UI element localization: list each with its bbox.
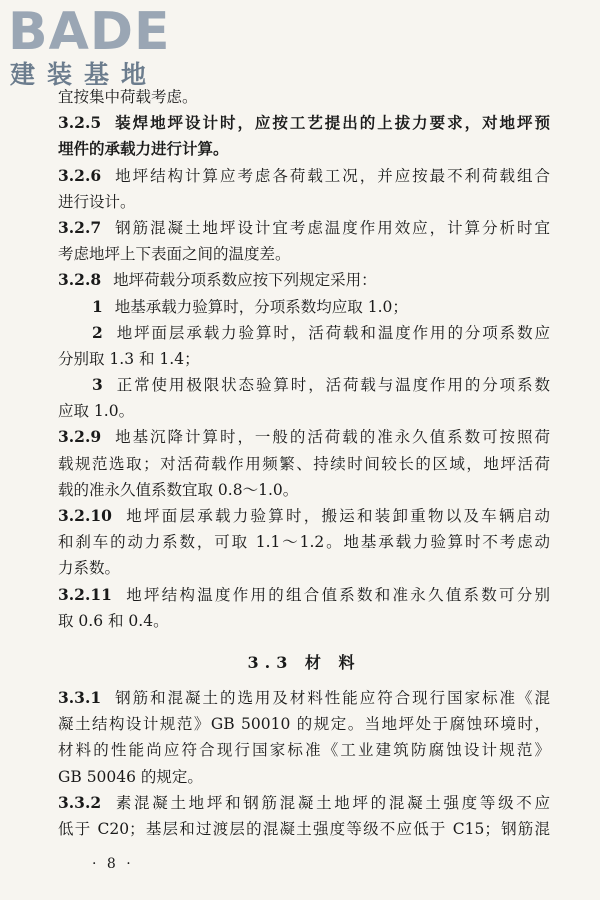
item-2: [58, 320, 550, 346]
clause-number: 3.2.11: [58, 584, 112, 604]
text-line: 载的准永久值系数宜取 0.8～1.0。: [58, 480, 299, 499]
clause-3-2-10: [58, 503, 550, 529]
clause-number: 3.2.7: [58, 217, 102, 237]
clause-text: 装焊地坪设计时，应按工艺提出的上拔力要求，对地坪预: [113, 113, 550, 133]
clause-3-3-1: [58, 685, 550, 711]
text-line: 取 0.6 和 0.4。: [58, 611, 169, 630]
text-line: 力系数。: [58, 559, 121, 578]
clause-text: 地坪结构计算应考虑各荷载工况，并应按最不利荷载组合: [113, 166, 550, 185]
logo-latin-text: BADE: [8, 2, 171, 62]
text-line: 分别取 1.3 和 1.4；: [58, 349, 200, 368]
clause-text: 素混凝土地坪和钢筋混凝土地坪的混凝土强度等级不应: [113, 793, 550, 812]
clause-text: 地坪荷载分项系数应按下列规定采用：: [113, 271, 377, 290]
text-line: 载规范选取；对活荷载作用频繁、持续时间较长的区域，地坪活荷: [58, 454, 550, 473]
clause-number: 3.2.6: [58, 165, 102, 185]
document-body: [58, 84, 550, 842]
text-line: 材料的性能尚应符合现行国家标准《工业建筑防腐蚀设计规范》: [58, 741, 550, 760]
text-line: 宜按集中荷载考虑。: [58, 88, 198, 106]
clause-number: 3.2.5: [58, 113, 102, 133]
clause-number: 3.2.10: [58, 506, 112, 525]
clause-text: 钢筋混凝土地坪设计宜考虑温度作用效应，计算分析时宜: [113, 218, 550, 237]
clause-number: 3.3.1: [58, 687, 102, 707]
item-3: [58, 372, 550, 398]
clause-number: 3.2.9: [58, 427, 102, 447]
item-text: 地基承载力验算时，分项系数均应取 1.0；: [114, 297, 408, 316]
text-line: 和刹车的动力系数，可取 1.1～1.2。地基承载力验算时不考虑动: [58, 533, 550, 552]
section-heading: 3.3 材 料: [247, 652, 361, 672]
item-number: 2: [92, 322, 103, 342]
clause-3-2-7: [58, 215, 550, 241]
text-line: 凝土结构设计规范》GB 50010 的规定。当地坪处于腐蚀环境时，: [58, 715, 550, 734]
clause-3-2-11: [58, 582, 550, 608]
text-line: 埋件的承载力进行计算。: [58, 139, 229, 159]
clause-3-3-2: [58, 790, 550, 816]
text-line: 应取 1.0。: [58, 402, 135, 421]
page-number: · 8 ·: [92, 856, 134, 872]
text-line: GB 50046 的规定。: [58, 767, 203, 786]
item-text: 地坪面层承载力验算时，活荷载和温度作用的分项系数应: [114, 323, 550, 342]
clause-text: 钢筋和混凝土的选用及材料性能应符合现行国家标准《混: [113, 688, 550, 707]
clause-3-2-8: [58, 267, 550, 293]
text-line: 低于 C20；基层和过渡层的混凝土强度等级不应低于 C15；钢筋混: [58, 819, 550, 838]
item-number: 3: [92, 375, 103, 395]
clause-3-2-9: [58, 424, 550, 450]
clause-text: 地基沉降计算时，一般的活荷载的准永久值系数可按照荷: [113, 428, 550, 447]
item-1: [58, 294, 550, 320]
bade-logo: [8, 4, 183, 94]
item-number: 1: [92, 296, 103, 316]
text-line: 进行设计。: [58, 192, 136, 211]
clause-number: 3.2.8: [58, 270, 102, 290]
clause-text: 地坪面层承载力验算时，搬运和装卸重物以及车辆启动: [123, 507, 550, 525]
clause-number: 3.3.2: [58, 792, 102, 812]
clause-text: 地坪结构温度作用的组合值系数和准永久值系数可分别: [123, 585, 550, 604]
clause-3-2-6: [58, 163, 550, 189]
text-line: 考虑地坪上下表面之间的温度差。: [58, 245, 291, 264]
logo-chinese-text: 建装基地: [10, 60, 159, 89]
clause-3-2-5: [58, 110, 550, 136]
item-text: 正常使用极限状态验算时，活荷载与温度作用的分项系数: [114, 376, 550, 395]
